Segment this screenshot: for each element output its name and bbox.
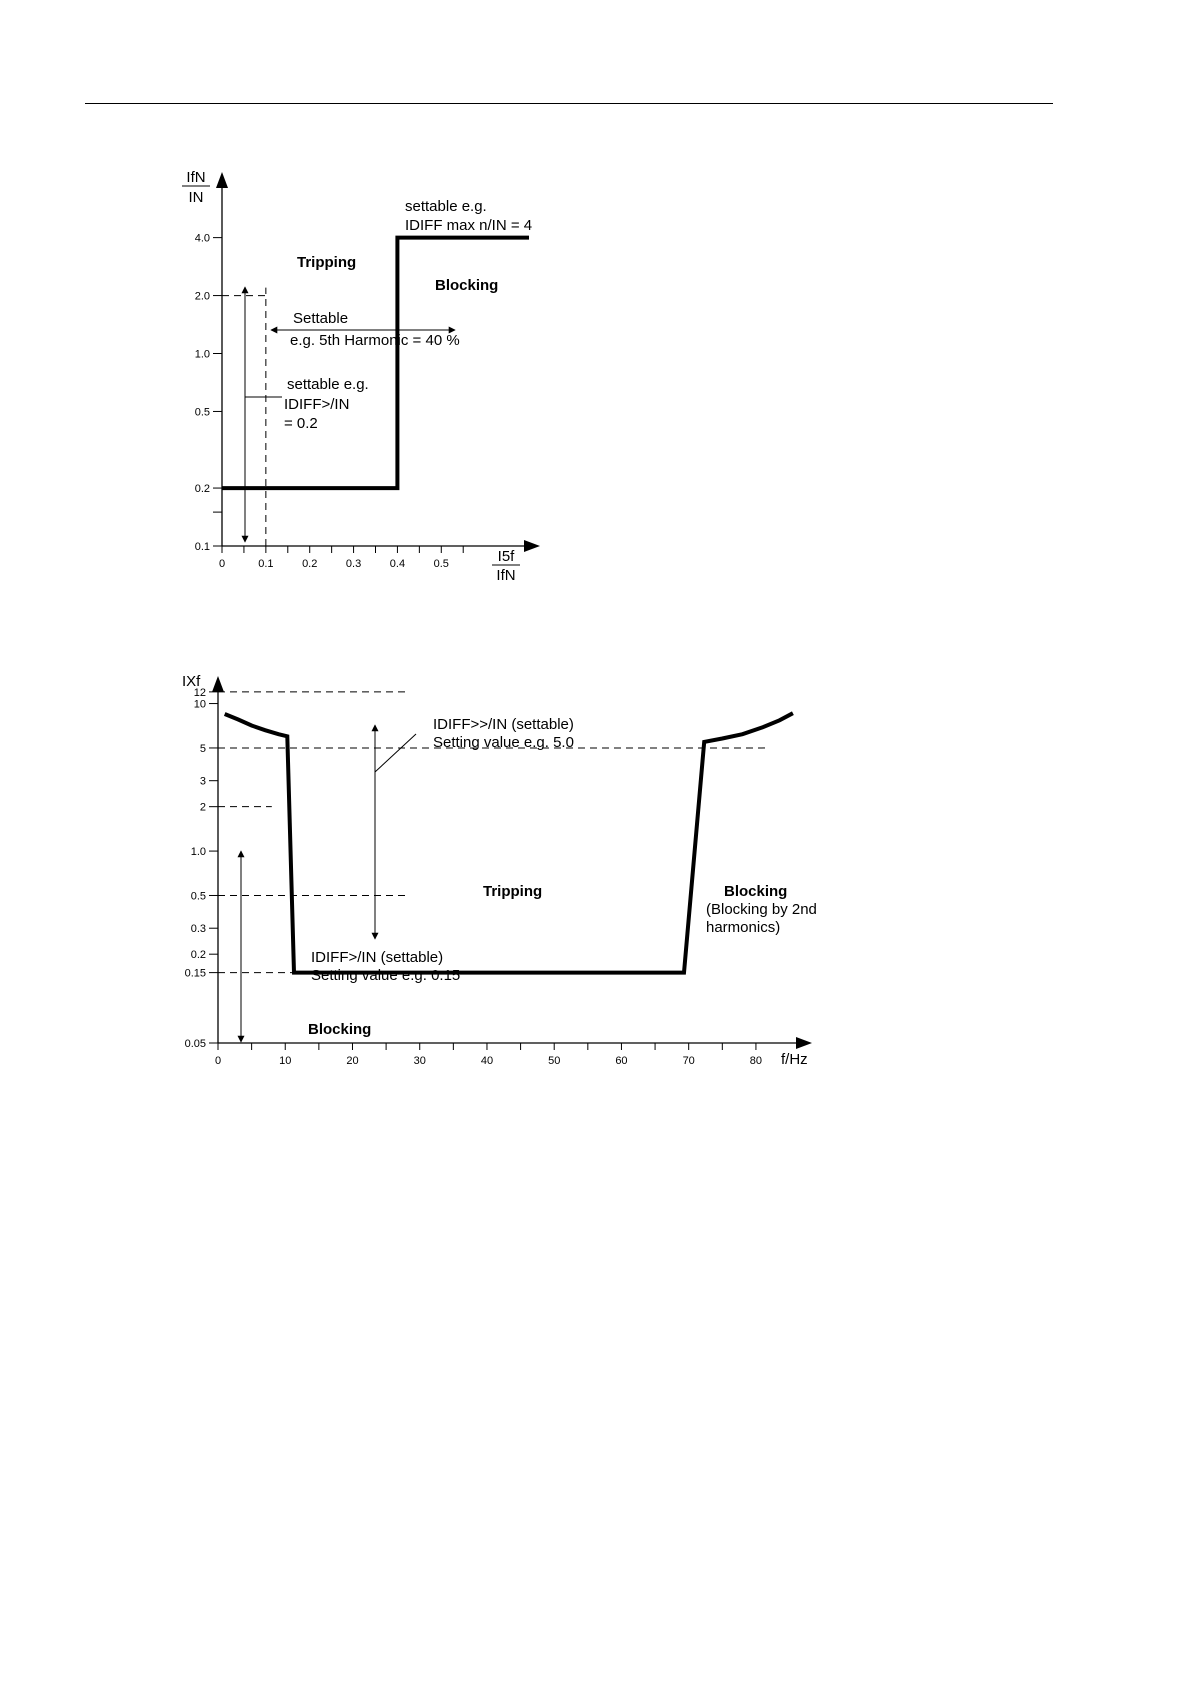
c1-x-tick-label: 0.3 bbox=[345, 558, 362, 570]
c2-low-setting-line2: Setting value e.g. 0.15 bbox=[311, 967, 461, 984]
c1-min-setting-line2: IDIFF>/IN bbox=[284, 396, 350, 413]
c2-y-tick-label: 3 bbox=[199, 775, 206, 788]
c2-y-tick-label: 1.0 bbox=[190, 846, 206, 859]
c2-high-setting-line1: IDIFF>>/IN (settable) bbox=[433, 716, 574, 733]
c2-x-tick-label: 40 bbox=[480, 1055, 494, 1067]
c1-x-tick-label: 0.2 bbox=[302, 558, 318, 570]
c2-x-tick-label: 20 bbox=[346, 1055, 359, 1067]
c2-x-tick-label: 0 bbox=[214, 1055, 222, 1067]
c2-region-tripping: Tripping bbox=[483, 883, 543, 900]
c1-y-label-den: IN bbox=[188, 189, 204, 206]
c1-region-tripping: Tripping bbox=[297, 254, 357, 271]
c1-reference-lines bbox=[222, 288, 266, 546]
c2-y-tick-label: 0.15 bbox=[184, 967, 206, 980]
c2-x-tick-label: 50 bbox=[548, 1055, 561, 1067]
c1-y-tick-label: 0.1 bbox=[194, 541, 210, 553]
c1-y-tick-label: 0.2 bbox=[194, 483, 210, 496]
c1-y-tick-label: 4.0 bbox=[194, 232, 210, 245]
c1-min-setting-line1: settable e.g. bbox=[287, 376, 369, 393]
c2-y-label: IXf bbox=[182, 673, 201, 690]
c1-x-label-den: IfN bbox=[496, 567, 516, 584]
c2-x-label: f/Hz bbox=[781, 1051, 808, 1068]
c2-y-tick-label: 0.3 bbox=[190, 923, 206, 936]
c2-y-tick-label: 0.05 bbox=[184, 1038, 206, 1050]
c1-x-label bbox=[492, 548, 520, 584]
c2-x-tick-label: 60 bbox=[615, 1055, 628, 1067]
c1-max-setting-line2: IDIFF max n/IN = 4 bbox=[405, 217, 533, 234]
c1-y-label bbox=[182, 169, 210, 206]
c2-high-setting-line2: Setting value e.g. 5.0 bbox=[433, 734, 574, 751]
c1-x-tick-label: 0.4 bbox=[389, 558, 406, 570]
c1-min-setting-line3: = 0.2 bbox=[284, 415, 318, 432]
c1-y-label-num: IfN bbox=[186, 169, 206, 186]
c2-region-blocking-bottom: Blocking bbox=[308, 1021, 372, 1038]
c1-harmonic-line1: Settable bbox=[293, 310, 349, 327]
c2-y-tick-label: 10 bbox=[193, 698, 206, 711]
c1-x-tick-label: 0 bbox=[218, 558, 226, 570]
c1-harmonic-line2: e.g. 5th Harmonic = 40 % bbox=[290, 332, 460, 349]
c2-x-tick-label: 80 bbox=[749, 1055, 763, 1067]
harmonic-restraint-chart bbox=[0, 160, 1190, 600]
c2-x-tick-label: 70 bbox=[682, 1055, 695, 1067]
c2-right-note-line1: (Blocking by 2nd bbox=[706, 901, 817, 918]
c1-dimension-arrows bbox=[245, 287, 455, 542]
c1-x-label-num: I5f bbox=[497, 548, 515, 565]
c2-right-note-line2: harmonics) bbox=[706, 919, 781, 936]
c2-x-tick-label: 30 bbox=[413, 1055, 426, 1067]
frequency-restraint-chart bbox=[0, 670, 1190, 1090]
c1-region-blocking: Blocking bbox=[435, 277, 499, 294]
c2-y-tick-label: 5 bbox=[199, 742, 206, 755]
header-rule bbox=[85, 103, 1053, 104]
c1-characteristic-line bbox=[222, 238, 529, 489]
c2-y-tick-label: 0.5 bbox=[190, 890, 206, 903]
c2-x-tick-label: 10 bbox=[279, 1055, 292, 1067]
c2-low-setting-line1: IDIFF>/IN (settable) bbox=[311, 949, 444, 966]
c1-x-tick-label: 0.5 bbox=[433, 558, 449, 570]
c2-region-blocking-right: Blocking bbox=[724, 883, 788, 900]
c1-y-tick-label: 2.0 bbox=[194, 290, 210, 303]
c1-y-tick-label: 0.5 bbox=[194, 406, 210, 419]
c2-y-tick-label: 12 bbox=[193, 686, 206, 699]
c1-y-tick-label: 1.0 bbox=[194, 348, 210, 361]
c2-y-tick-label: 2 bbox=[199, 801, 206, 814]
c2-y-tick-label: 0.2 bbox=[190, 949, 206, 962]
c2-dimension-arrows bbox=[241, 725, 416, 1042]
c1-x-tick-label: 0.1 bbox=[258, 558, 274, 570]
c1-max-setting-line1: settable e.g. bbox=[405, 198, 487, 215]
